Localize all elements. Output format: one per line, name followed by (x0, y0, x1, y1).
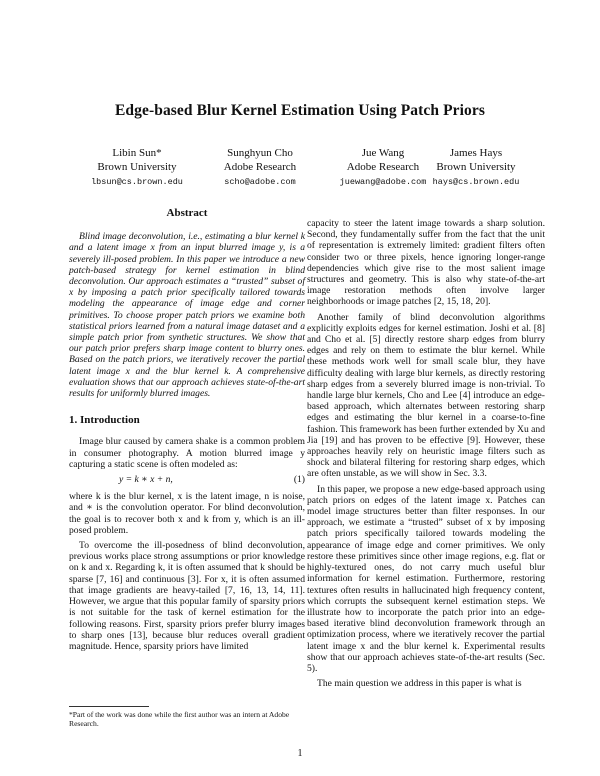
page-number: 1 (297, 748, 303, 759)
author-affiliation: Brown University (436, 161, 516, 173)
author-block (401, 146, 551, 190)
author-name: Sunghyun Cho (227, 147, 293, 159)
body-paragraph: capacity to steer the latent image towards a sharp solution. Second, they fundamentally suffer from the fact that the unit of representation is extremely limited: gradient filters often consider two or three pixels, hence ignoring longer-range dependencies which give rise to the most salient image structures and geometry. This is also why state-of-the-art image restoration methods often involve larger neighborhoods or image patches [2, 15, 18, 20]. (307, 218, 545, 308)
body-paragraph: To overcome the ill-posedness of blind deconvolution, previous works place strong assumptions or prior knowledge on k and x. Regarding k, it is often assumed that k should be sparse [7, 16] and continuous [3]. For x, it is often assumed that image gradients are heavy-tailed [7, 16, 13, 14, 11]. However, we argue that this popular family of sparsity priors is not suitable for the task of kernel estimation for the following reasons. First, sparsity priors prefer blurry images to sharp ones [13], because blur reduces overall gradient magnitude. Hence, sparsity priors have limited (69, 540, 305, 652)
author-name: James Hays (449, 147, 503, 159)
equation-body: y = k ∗ x + n, (119, 474, 173, 486)
body-paragraph: Image blur caused by camera shake is a common problem in consumer photography. A motion blurred image y capturing a static scene is often modeled as: (69, 436, 305, 470)
paper-title: Edge-based Blur Kernel Estimation Using Patch Priors (114, 102, 486, 119)
equation-number: (1) (293, 474, 305, 486)
footnote-rule (69, 706, 149, 707)
author-name: Jue Wang (361, 147, 405, 159)
body-paragraph: The main question we address in this paper is what is (317, 678, 522, 690)
body-paragraph: where k is the blur kernel, x is the latent image, n is noise, and ∗ is the convolution operator. For blind deconvolution, the goal is to recover both x and k from y, which is an ill-posed problem. (69, 491, 305, 536)
author-affiliation: Adobe Research (223, 161, 297, 173)
author-email: juewang@adobe.com (339, 177, 427, 187)
abstract-text: Blind image deconvolution, i.e., estimating a blur kernel k and a latent image x from an input blurred image y, is a severely ill-posed problem. In this paper we introduce a new patch-based strategy for kernel estimation in blind deconvolution. Our approach estimates a “trusted” subset of x by imposing a patch prior specifically tailored towards modeling the appearance of image edge and corner primitives. To choose proper patch priors we examine both statistical priors learned from a natural image dataset and a simple patch prior from synthetic structures. We show that our patch prior prefers sharp image content to blurry ones. Based on the patch priors, we iteratively recover the partial latent image x and the blur kernel k. A comprehensive evaluation shows that our approach achieves state-of-the-art results for uniformly blurred images. (69, 231, 305, 400)
author-email: scho@adobe.com (224, 177, 296, 187)
author-affiliation: Brown University (97, 161, 177, 173)
left-column (69, 206, 305, 656)
author-email: hays@cs.brown.edu (432, 177, 520, 187)
footnote: *Part of the work was done while the first author was an intern at Adobe Research. (69, 710, 290, 728)
body-paragraph: Another family of blind deconvolution algorithms explicitly exploits edges for kernel estimation. Joshi et al. [8] and Cho et al. [5] directly restore sharp edges from blurry edges and rely on them to estimate the blur kernel. While these methods work well for small scale blur, they have difficulty dealing with large blur kernels, as directly restoring sharp edges from a severely blurred image is non-trivial. To handle large blur kernels, Cho and Lee [4] introduce an edge-based approach, which alternates between restoring sharp edges and estimating the blur kernel in a coarse-to-fine fashion. This framework has been further extended by Xu and Jia [19] and has proven to be effective [9]. However, these approaches heavily rely on heuristic image filters such as shock and bilateral filtering for restoring sharp edges, which are often unstable, as we will show in Sec. 3.3. (307, 311, 545, 480)
author-affiliation: Adobe Research (346, 161, 420, 173)
author-name: Libin Sun* (112, 147, 162, 159)
abstract-heading: Abstract (166, 207, 208, 219)
equation (69, 474, 305, 485)
right-column (307, 218, 545, 693)
body-paragraph: In this paper, we propose a new edge-based approach using patch priors on edges of the latent image x. Patches can model image structures better than filter responses. In our approach, we estimate a “trusted” subset of x by imposing patch priors specifically tailored towards modeling the appearance of image edge and corner primitives. We only restore these primitives since other image regions, e.g. flat or highly-textured ones, do not carry much useful blur information for kernel estimation. Furthermore, restoring textures often results in hallucinated high frequency content, which corrupts the subsequent kernel estimation steps. We illustrate how to incorporate the patch prior into an edge-based iterative blind deconvolution framework through an optimization process, where we iteratively recover the partial latent image x and the blur kernel k. Experimental results show that our approach achieves state-of-the-art results (Sec. 5). (307, 483, 545, 674)
section-heading: 1. Introduction (69, 414, 140, 427)
author-email: lbsun@cs.brown.edu (91, 177, 183, 187)
